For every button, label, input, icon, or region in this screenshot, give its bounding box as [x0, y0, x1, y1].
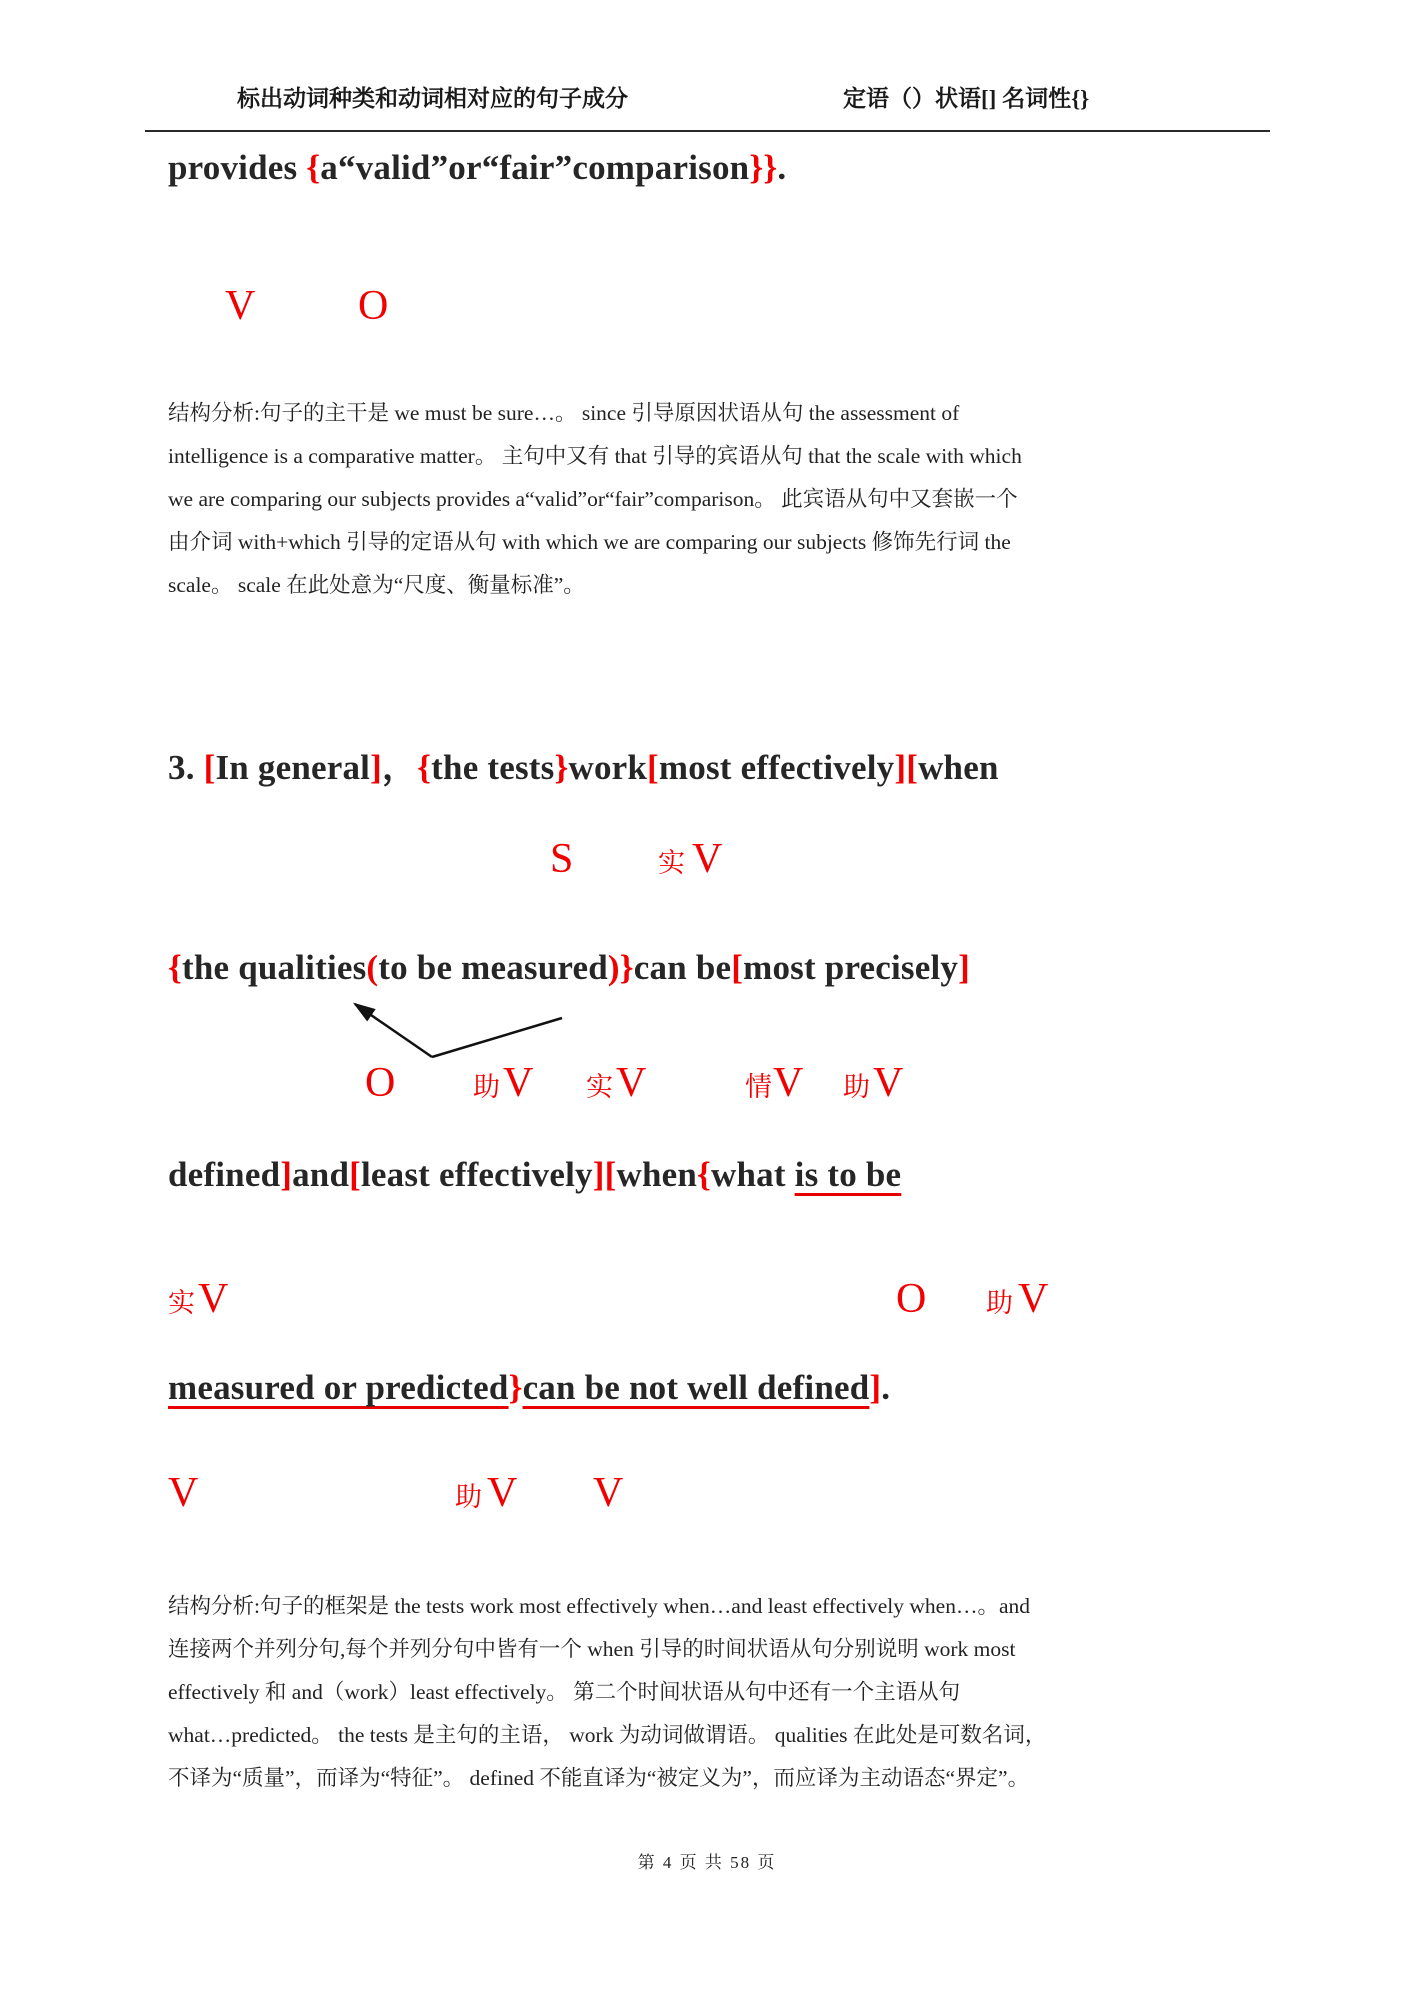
label-verb: V: [503, 1060, 534, 1106]
label-verb: V: [616, 1060, 647, 1106]
label-auxiliary-prefix: 助: [843, 1072, 870, 1102]
sentence3-line4: measured or predicted}can be not well defined].: [168, 1368, 891, 1407]
label-object: O: [896, 1276, 927, 1322]
page-number: 第 4 页 共 58 页: [637, 1853, 777, 1872]
label-verb: V: [692, 836, 723, 882]
header-legend: 定语（）状语[] 名词性{}: [843, 86, 1090, 111]
sentence2-heading: provides {a“valid”or“fair”comparison}}.: [168, 148, 787, 187]
label-subject: S: [550, 836, 574, 882]
label-notional-prefix: 实: [168, 1288, 195, 1318]
sentence3-line2: {the qualities(to be measured)}can be[most precisely]: [168, 948, 970, 987]
header-title: 标出动词种类和动词相对应的句子成分: [237, 86, 628, 111]
label-object: O: [358, 283, 389, 329]
label-notional-prefix: 实: [586, 1072, 613, 1102]
sentence3-line1: 3. [In general]，{the tests}work[most effectively][when: [168, 748, 999, 787]
label-modal-prefix: 情: [745, 1072, 772, 1102]
label-auxiliary-prefix: 助: [455, 1482, 482, 1512]
label-verb: V: [1018, 1276, 1049, 1322]
label-verb: V: [773, 1060, 804, 1106]
label-verb: V: [873, 1060, 904, 1106]
label-notional-prefix: 实: [658, 848, 685, 878]
analysis-paragraph-1: 结构分析:句子的主干是 we must be sure…。 since 引导原因状语从句 the assessment of intelligence is a comparative matter。 主句中又有 that 引导的宾语从句 that the scale with which we are comparing our subjects provides a“valid”or“fair”comparison。 此宾语从句中又套嵌一个 由介词 with+which 引导的定语从句 with which we are comparing our subjects 修饰先行词 the scale。 scale 在此处意为“尺度、衡量标准”。: [168, 401, 1022, 597]
label-auxiliary-prefix: 助: [473, 1072, 500, 1102]
label-verb: V: [168, 1470, 199, 1516]
sentence3-line3: defined]and[least effectively][when{what is to be: [168, 1155, 902, 1194]
label-verb: V: [198, 1276, 229, 1322]
label-verb: V: [593, 1470, 624, 1516]
analysis-paragraph-2: 结构分析:句子的框架是 the tests work most effectively when…and least effectively when…。and 连接两个并列分句,每个并列分句中皆有一个 when 引导的时间状语从句分别说明 work most effectively 和 and（work）least effectively。 第二个时间状语从句中还有一个主语从句 what…predicted。 the tests 是主句的主语， work 为动词做谓语。 qualities 在此处是可数名词， 不译为“质量”，而译为“特征”。 defined 不能直译为“被定义为”，而应译为主动语态“界定”。: [168, 1594, 1047, 1790]
label-verb: V: [225, 283, 256, 329]
header-divider: [145, 130, 1270, 132]
label-auxiliary-prefix: 助: [986, 1288, 1013, 1318]
label-object: O: [365, 1060, 396, 1106]
label-verb: V: [487, 1470, 518, 1516]
